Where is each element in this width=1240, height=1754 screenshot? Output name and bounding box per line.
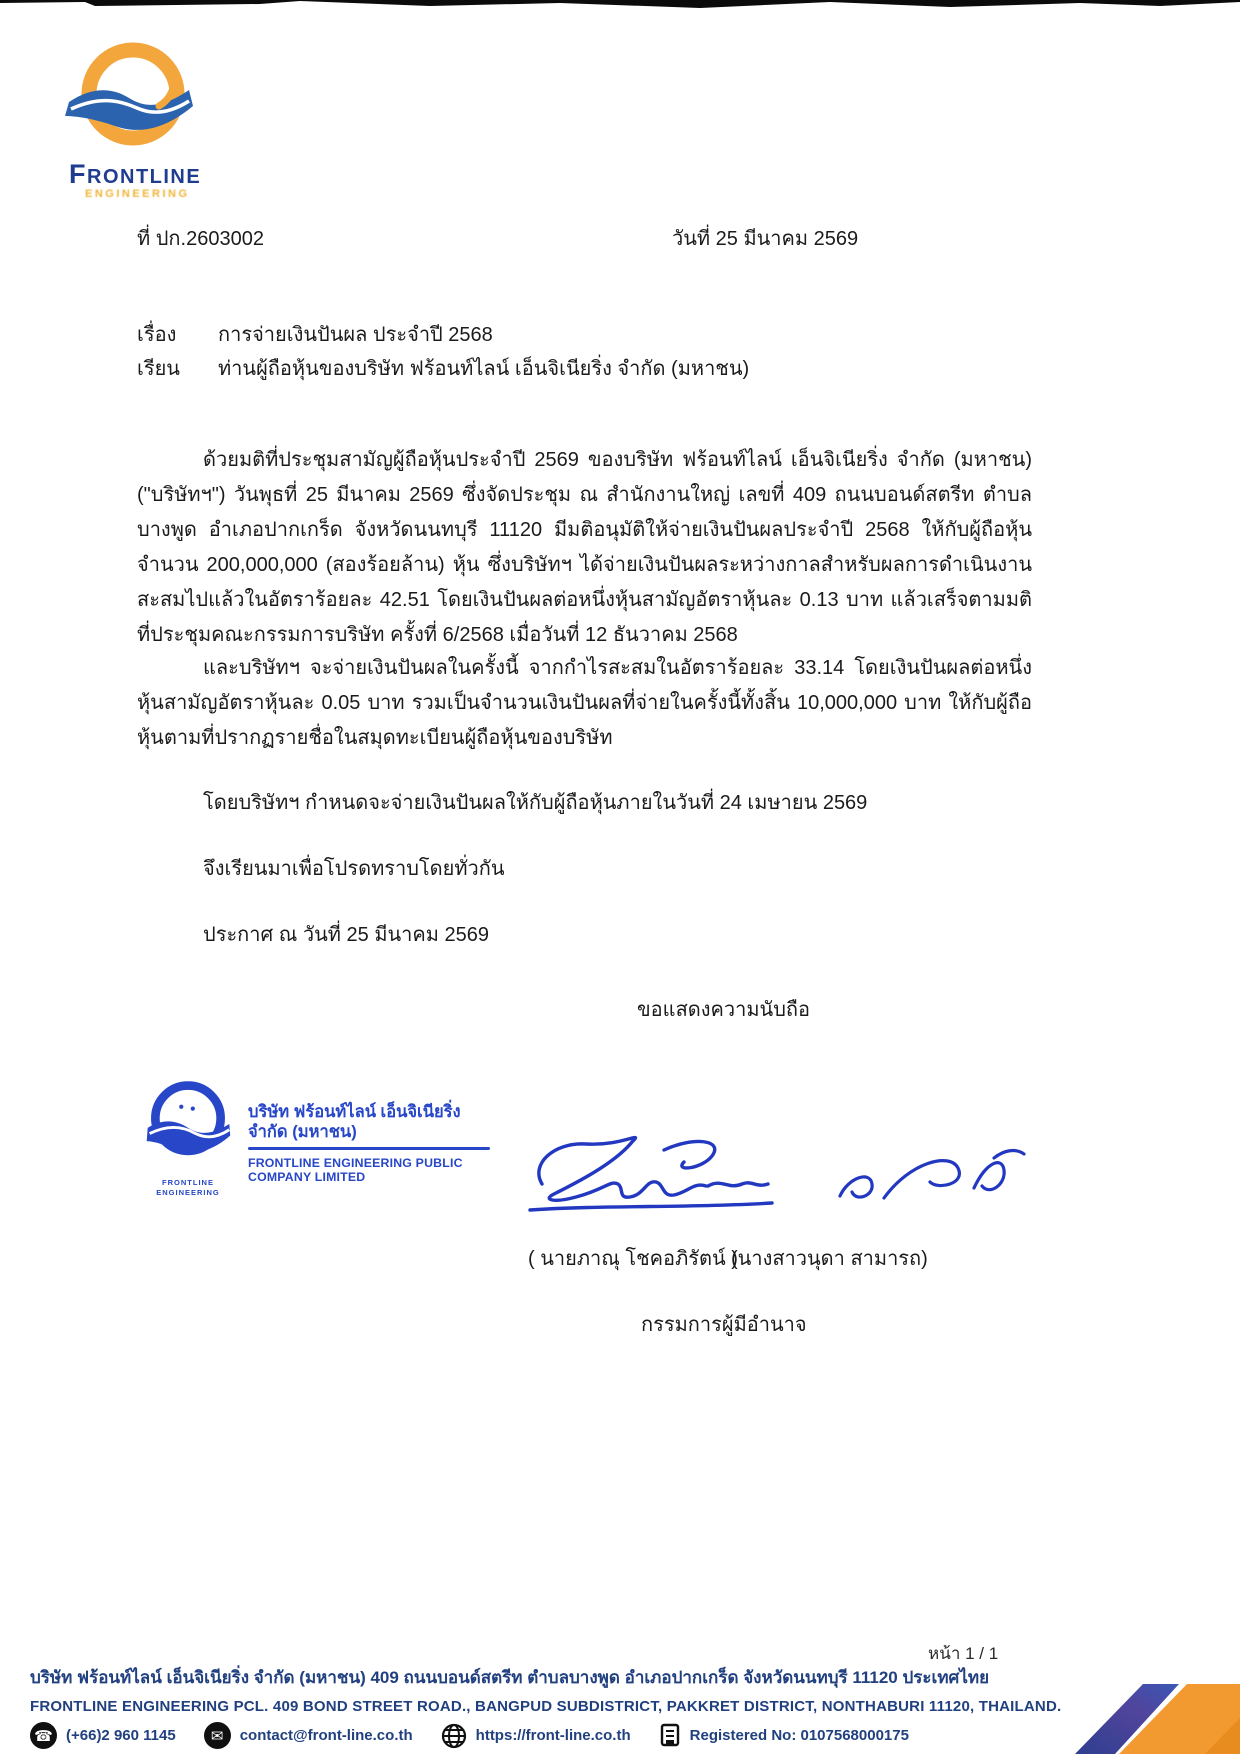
stamp-logo-wordmark-sub: ENGINEERING <box>156 1188 220 1197</box>
footer-registered-no: Registered No: 0107568000175 <box>689 1727 909 1744</box>
signers-title: กรรมการผู้มีอำนาจ <box>641 1314 807 1336</box>
footer-phone: (+66)2 960 1145 <box>66 1727 176 1744</box>
paragraph-3: โดยบริษัทฯ กำหนดจะจ่ายเงินปันผลให้กับผู้ถือหุ้นภายในวันที่ 24 เมษายน 2569 <box>203 792 868 814</box>
company-logo <box>55 40 255 200</box>
recipient-row <box>137 352 1037 387</box>
letter-date: วันที่ 25 มีนาคม 2569 <box>672 228 859 250</box>
stamp-logo <box>140 1076 236 1197</box>
email-icon: ✉ <box>204 1722 231 1749</box>
phone-icon: ☎ <box>30 1722 57 1749</box>
logo-wordmark-sub: ENGINEERING <box>85 188 190 200</box>
stamp-company-en: FRONTLINE ENGINEERING PUBLIC COMPANY LIMITED <box>248 1156 463 1184</box>
globe-icon <box>441 1723 467 1749</box>
recipient-text: ท่านผู้ถือหุ้นของบริษัท ฟร้อนท์ไลน์ เอ็นจิเนียริ่ง จำกัด (มหาชน) <box>218 358 750 380</box>
stamp-company-th: บริษัท ฟร้อนท์ไลน์ เอ็นจิเนียริ่ง จำกัด (มหาชน) <box>248 1103 461 1141</box>
stamp-text <box>248 1076 490 1184</box>
corner-decoration <box>1065 1684 1240 1754</box>
company-stamp <box>140 1076 490 1197</box>
paragraph-1: ด้วยมติที่ประชุมสามัญผู้ถือหุ้นประจำปี 2569 ของบริษัท ฟร้อนท์ไลน์ เอ็นจิเนียริ่ง จำกัด (มหาชน) ("บริษัทฯ") วันพุธที่ 25 มีนาคม 2569 ซึ่งจัดประชุม ณ สำนักงานใหญ่ เลขที่ 409 ถนนบอนด์สตรีท ตำบลบางพูด อำเภอปากเกร็ด จังหวัดนนทบุรี 11120 มีมติอนุมัติให้จ่ายเงินปันผลประจำปี 2568 ให้กับผู้ถือหุ้น จำนวน 200,000,000 (สองร้อยล้าน) หุ้น ซึ่งบริษัทฯ ได้จ่ายเงินปันผลระหว่างกาลสำหรับผลการดำเนินงานสะสมไปแล้วในอัตราร้อยละ 42.51 โดยเงินปันผลต่อหนึ่งหุ้นสามัญอัตราหุ้นละ 0.13 บาท แล้วเสร็จตามมติที่ประชุมคณะกรรมการบริษัท ครั้งที่ 6/2568 เมื่อวันที่ 12 ธันวาคม 2568 <box>137 449 1032 646</box>
footer-address-th: บริษัท ฟร้อนท์ไลน์ เอ็นจิเนียริ่ง จำกัด (มหาชน) 409 ถนนบอนด์สตรีท ตำบลบางพูด อำเภอปากเกร็ด จังหวัดนนทบุรี 11120 ประเทศไทย <box>30 1668 990 1687</box>
recipient-label: เรียน <box>137 358 180 380</box>
stamp-logo-mark-icon <box>140 1076 236 1172</box>
subject-row <box>137 318 1037 353</box>
footer-website: https://front-line.co.th <box>475 1727 631 1744</box>
footer-contact-row <box>30 1722 990 1749</box>
subject-text: การจ่ายเงินปันผล ประจำปี 2568 <box>218 324 493 346</box>
announce-line: ประกาศ ณ วันที่ 25 มีนาคม 2569 <box>203 924 490 946</box>
footer-email: contact@front-line.co.th <box>239 1727 413 1744</box>
reference-number: ที่ ปก.2603002 <box>137 228 264 250</box>
stamp-divider <box>248 1147 490 1150</box>
registered-doc-icon <box>659 1723 681 1749</box>
paragraph-4: จึงเรียนมาเพื่อโปรดทราบโดยทั่วกัน <box>203 858 505 880</box>
signature-2 <box>828 1140 1028 1215</box>
scan-artifact-top-edge <box>0 0 1240 12</box>
stamp-logo-wordmark: FRONTLINE <box>162 1178 214 1187</box>
page-number: หน้า 1 / 1 <box>928 1644 999 1663</box>
signer-2-name: (นางสาวนุดา สามารถ) <box>731 1248 928 1270</box>
company-logo-mark-icon <box>55 40 205 158</box>
paragraph-2: และบริษัทฯ จะจ่ายเงินปันผลในครั้งนี้ จากกำไรสะสมในอัตราร้อยละ 33.14 โดยเงินปันผลต่อหนึ่งหุ้นสามัญอัตราหุ้นละ 0.05 บาท รวมเป็นจำนวนเงินปันผลที่จ่ายในครั้งนี้ทั้งสิ้น 10,000,000 บาท ให้กับผู้ถือหุ้นตามที่ปรากฏรายชื่อในสมุดทะเบียนผู้ถือหุ้นของบริษัท <box>137 657 1032 749</box>
logo-wordmark: FRONTLINE <box>69 159 202 189</box>
footer-address-en: FRONTLINE ENGINEERING PCL. 409 BOND STREET ROAD., BANGPUD SUBDISTRICT, PAKKRET DISTRICT, NONTHABURI 11120, THAILAND. <box>30 1698 1062 1715</box>
signer-1-name: ( นายภาณุ โชคอภิรัตน์ ) <box>528 1248 738 1270</box>
closing-line: ขอแสดงความนับถือ <box>637 999 811 1021</box>
signature-1 <box>512 1120 827 1220</box>
subject-label: เรื่อง <box>137 324 177 346</box>
